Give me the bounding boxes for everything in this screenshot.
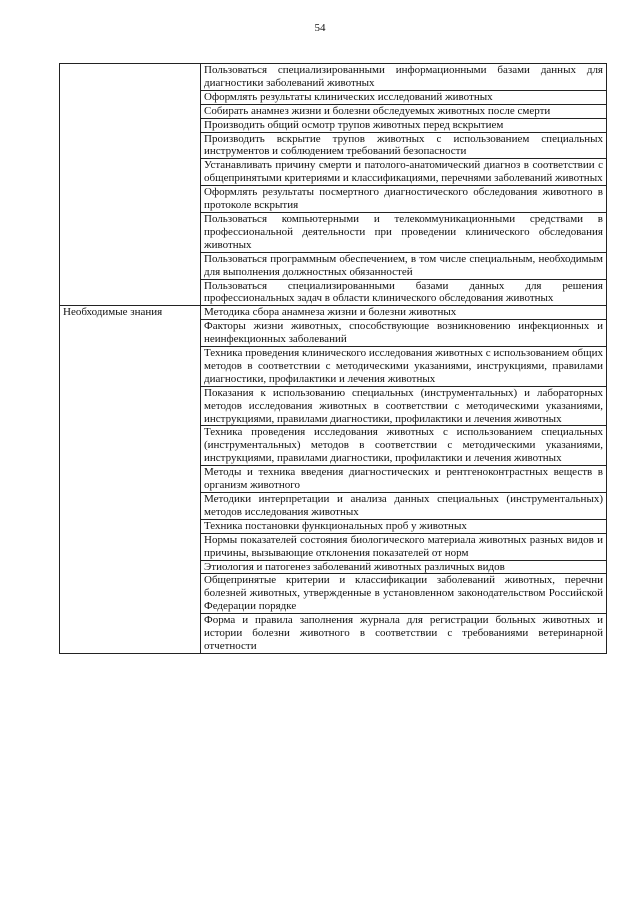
- table-cell: Техника проведения исследования животных с использованием специальных (инструментальных) методов в соответствии с методическими указаниями, инструкциями, правилами диагностики, профилактики и лечения животных: [201, 426, 607, 466]
- table-cell: Пользоваться программным обеспечением, в том числе специальным, необходимым для выполнения должностных обязанностей: [201, 252, 607, 279]
- table-cell: Методика сбора анамнеза жизни и болезни животных: [201, 306, 607, 320]
- table-cell: Методики интерпретации и анализа данных специальных (инструментальных) методов исследования животных: [201, 493, 607, 520]
- table-row: [60, 306, 607, 320]
- table-cell: Общепринятые критерии и классификации заболеваний животных, перечни болезней животных, утвержденные в установленном законодательством Российской Федерации порядке: [201, 574, 607, 614]
- table-cell: Пользоваться специализированными базами данных для решения профессиональных задач в области клинического обследования животных: [201, 279, 607, 306]
- table-cell: Форма и правила заполнения журнала для регистрации больных животных и истории болезни животного в соответствии с требованиями ветеринарной отчетности: [201, 614, 607, 654]
- table-cell: Собирать анамнез жизни и болезни обследуемых животных после смерти: [201, 104, 607, 118]
- competency-table: [59, 63, 607, 654]
- table-cell: Пользоваться компьютерными и телекоммуникационными средствами в профессиональной деятельности при проведении клинического обследования животных: [201, 212, 607, 252]
- page-number: 54: [314, 22, 326, 34]
- table-cell: Производить вскрытие трупов животных с использованием специальных инструментов и соблюдением требований безопасности: [201, 132, 607, 159]
- table-cell: Техника постановки функциональных проб у животных: [201, 519, 607, 533]
- section-label: Необходимые знания: [60, 306, 201, 654]
- table-cell: Факторы жизни животных, способствующие возникновению инфекционных и неинфекционных заболеваний: [201, 320, 607, 347]
- table-cell: Оформлять результаты посмертного диагностического обследования животного в протоколе вскрытия: [201, 186, 607, 213]
- table-cell: Пользоваться специализированными информационными базами данных для диагностики заболеваний животных: [201, 64, 607, 91]
- table-cell: Методы и техника введения диагностических и рентгеноконтрастных веществ в организм животного: [201, 466, 607, 493]
- section-label: [60, 64, 201, 306]
- table-row: [60, 64, 607, 91]
- table-cell: Показания к использованию специальных (инструментальных) и лабораторных методов исследования животных в соответствии с методическими указаниями, инструкциями, правилами диагностики, профилактики и лечения животных: [201, 386, 607, 426]
- section-knowledge: [60, 306, 607, 654]
- table-cell: Нормы показателей состояния биологического материала животных разных видов и причины, вызывающие отклонения показателей от норм: [201, 533, 607, 560]
- table-cell: Производить общий осмотр трупов животных перед вскрытием: [201, 118, 607, 132]
- table-cell: Устанавливать причину смерти и патолого-анатомический диагноз в соответствии с общепринятыми критериями и классификациями, перечнями заболеваний животных: [201, 159, 607, 186]
- table-cell: Этиология и патогенез заболеваний животных различных видов: [201, 560, 607, 574]
- table-cell: Техника проведения клинического исследования животных с использованием общих методов в соответствии с методическими указаниями, инструкциями, правилами диагностики, профилактики и лечения животных: [201, 347, 607, 387]
- section-skills: [60, 64, 607, 306]
- table-cell: Оформлять результаты клинических исследований животных: [201, 90, 607, 104]
